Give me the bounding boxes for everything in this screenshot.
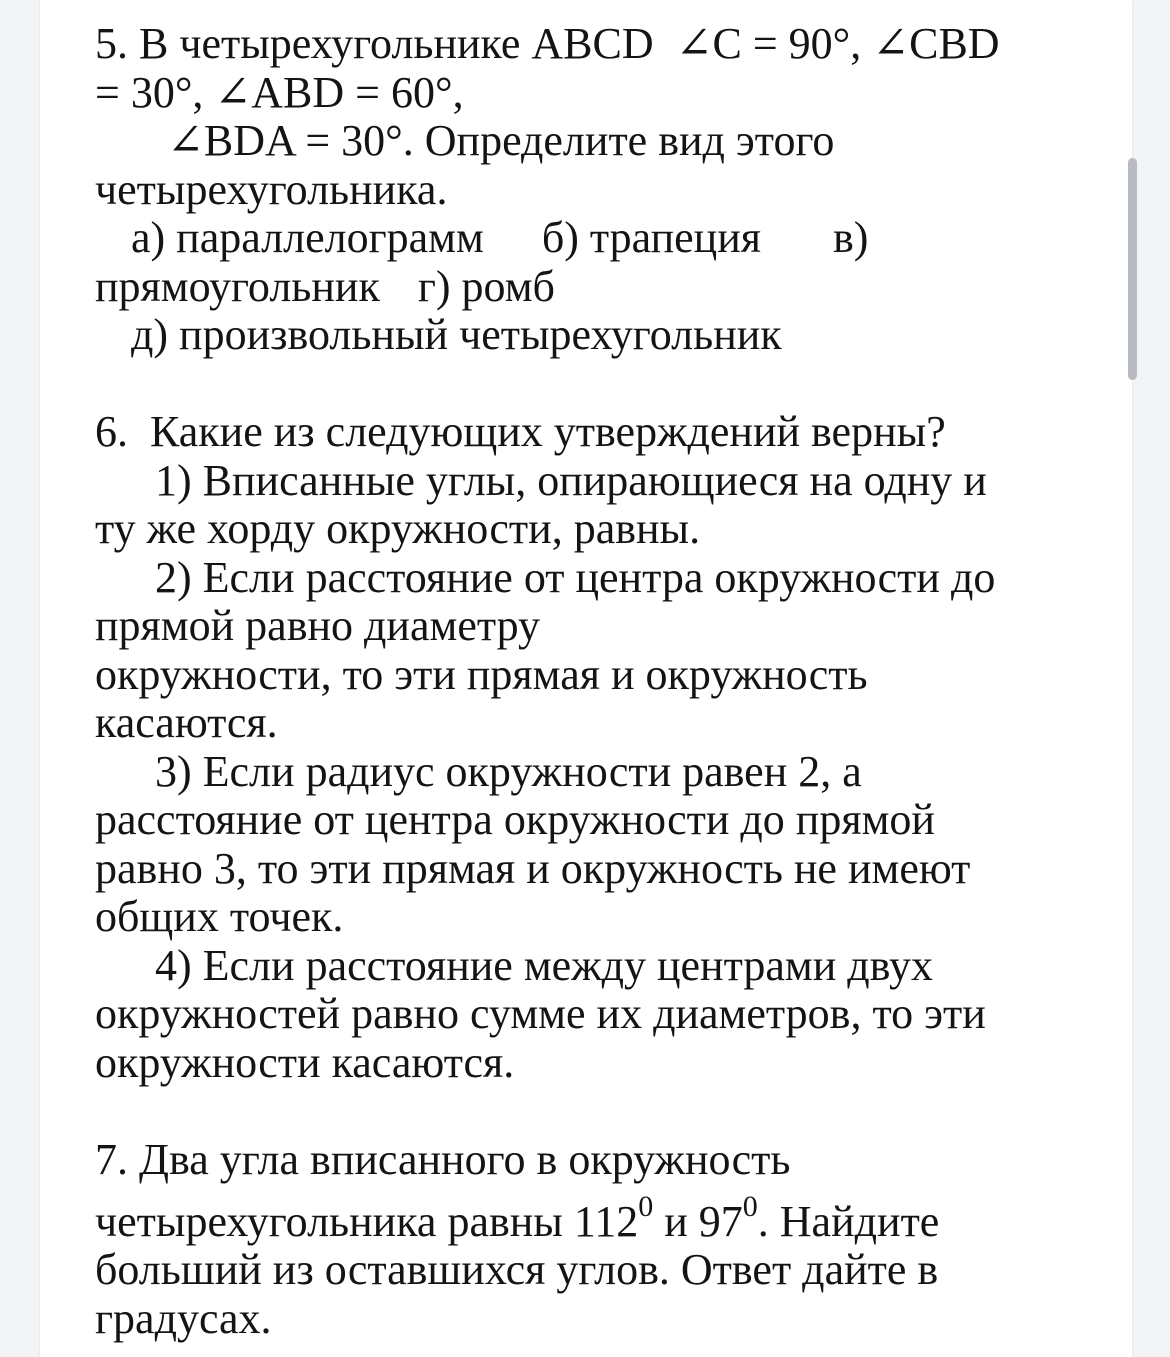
q7-line-2-mid: и 97 [653, 1197, 743, 1246]
q5-option-b: б) трапеция [541, 213, 762, 262]
spacer [95, 1087, 1095, 1136]
q5-option-a: а) параллелограмм [131, 213, 484, 262]
q5-line-2: = 30°, ∠ABD = 60°, [95, 67, 464, 117]
document-text [95, 20, 1095, 1343]
q6-statement-2-line-2: прямой равно диаметру [95, 601, 541, 650]
q5-options-row-2 [95, 263, 1095, 312]
q5-line-3: ∠BDA = 30°. Определите вид этого [167, 116, 835, 165]
q5-line-4: четырехугольника. [95, 164, 448, 214]
q5-option-v-text: прямоугольник [95, 261, 380, 311]
q7-degree-sup-1: 0 [638, 1190, 654, 1224]
q5-option-v-label: в) [833, 213, 869, 262]
q7-line-4: градусах. [95, 1293, 272, 1343]
q6-statement-2-line-3: окружности, то эти прямая и окружность [95, 649, 868, 699]
question-7 [95, 1136, 1095, 1344]
q7-line-2-post: . Найдите [757, 1197, 940, 1246]
q6-statement-3-line-2: расстояние от центра окружности до прямой [95, 795, 935, 844]
q5-options-row-1 [95, 214, 1095, 263]
q6-statement-2-line-1: 2) Если расстояние от центра окружности до [155, 552, 996, 602]
q6-statement-4-line-1: 4) Если расстояние между центрами двух [155, 940, 933, 990]
q6-title: 6. Какие из следующих утверждений верны? [95, 407, 946, 456]
q7-line-2-pre: четырехугольника равны 112 [95, 1197, 639, 1246]
q6-statement-2-line-4: касаются. [95, 698, 278, 747]
q7-line-2 [95, 1184, 1095, 1246]
q6-statement-1-line-2: ту же хорду окружности, равны. [95, 504, 701, 553]
q5-option-g: г) ромб [417, 261, 555, 311]
q7-line-3: больший из оставшихся углов. Ответ дайте в [95, 1245, 939, 1294]
q6-statement-3-line-3: равно 3, то эти прямая и окружность не имеют [95, 843, 971, 893]
q7-line-1: 7. Два угла вписанного в окружность [95, 1134, 791, 1184]
q5-option-d: д) произвольный четырехугольник [131, 310, 782, 359]
q7-degree-sup-2: 0 [742, 1190, 758, 1224]
q6-statement-4-line-2: окружностей равно сумме их диаметров, то эти [95, 989, 986, 1038]
question-6 [95, 408, 1095, 1087]
spacer [95, 360, 1095, 409]
q6-statement-3-line-4: общих точек. [95, 892, 344, 941]
question-5 [95, 20, 1095, 360]
q6-statement-1-line-1: 1) Вписанные углы, опирающиеся на одну и [155, 455, 987, 505]
q6-statement-3-line-1: 3) Если радиус окружности равен 2, а [155, 746, 862, 796]
scrollbar-thumb[interactable] [1128, 158, 1137, 380]
q6-statement-4-line-3: окружности касаются. [95, 1037, 515, 1087]
q5-line-1: 5. В четырехугольнике ABCD ∠C = 90°, ∠CBD [95, 19, 1000, 68]
